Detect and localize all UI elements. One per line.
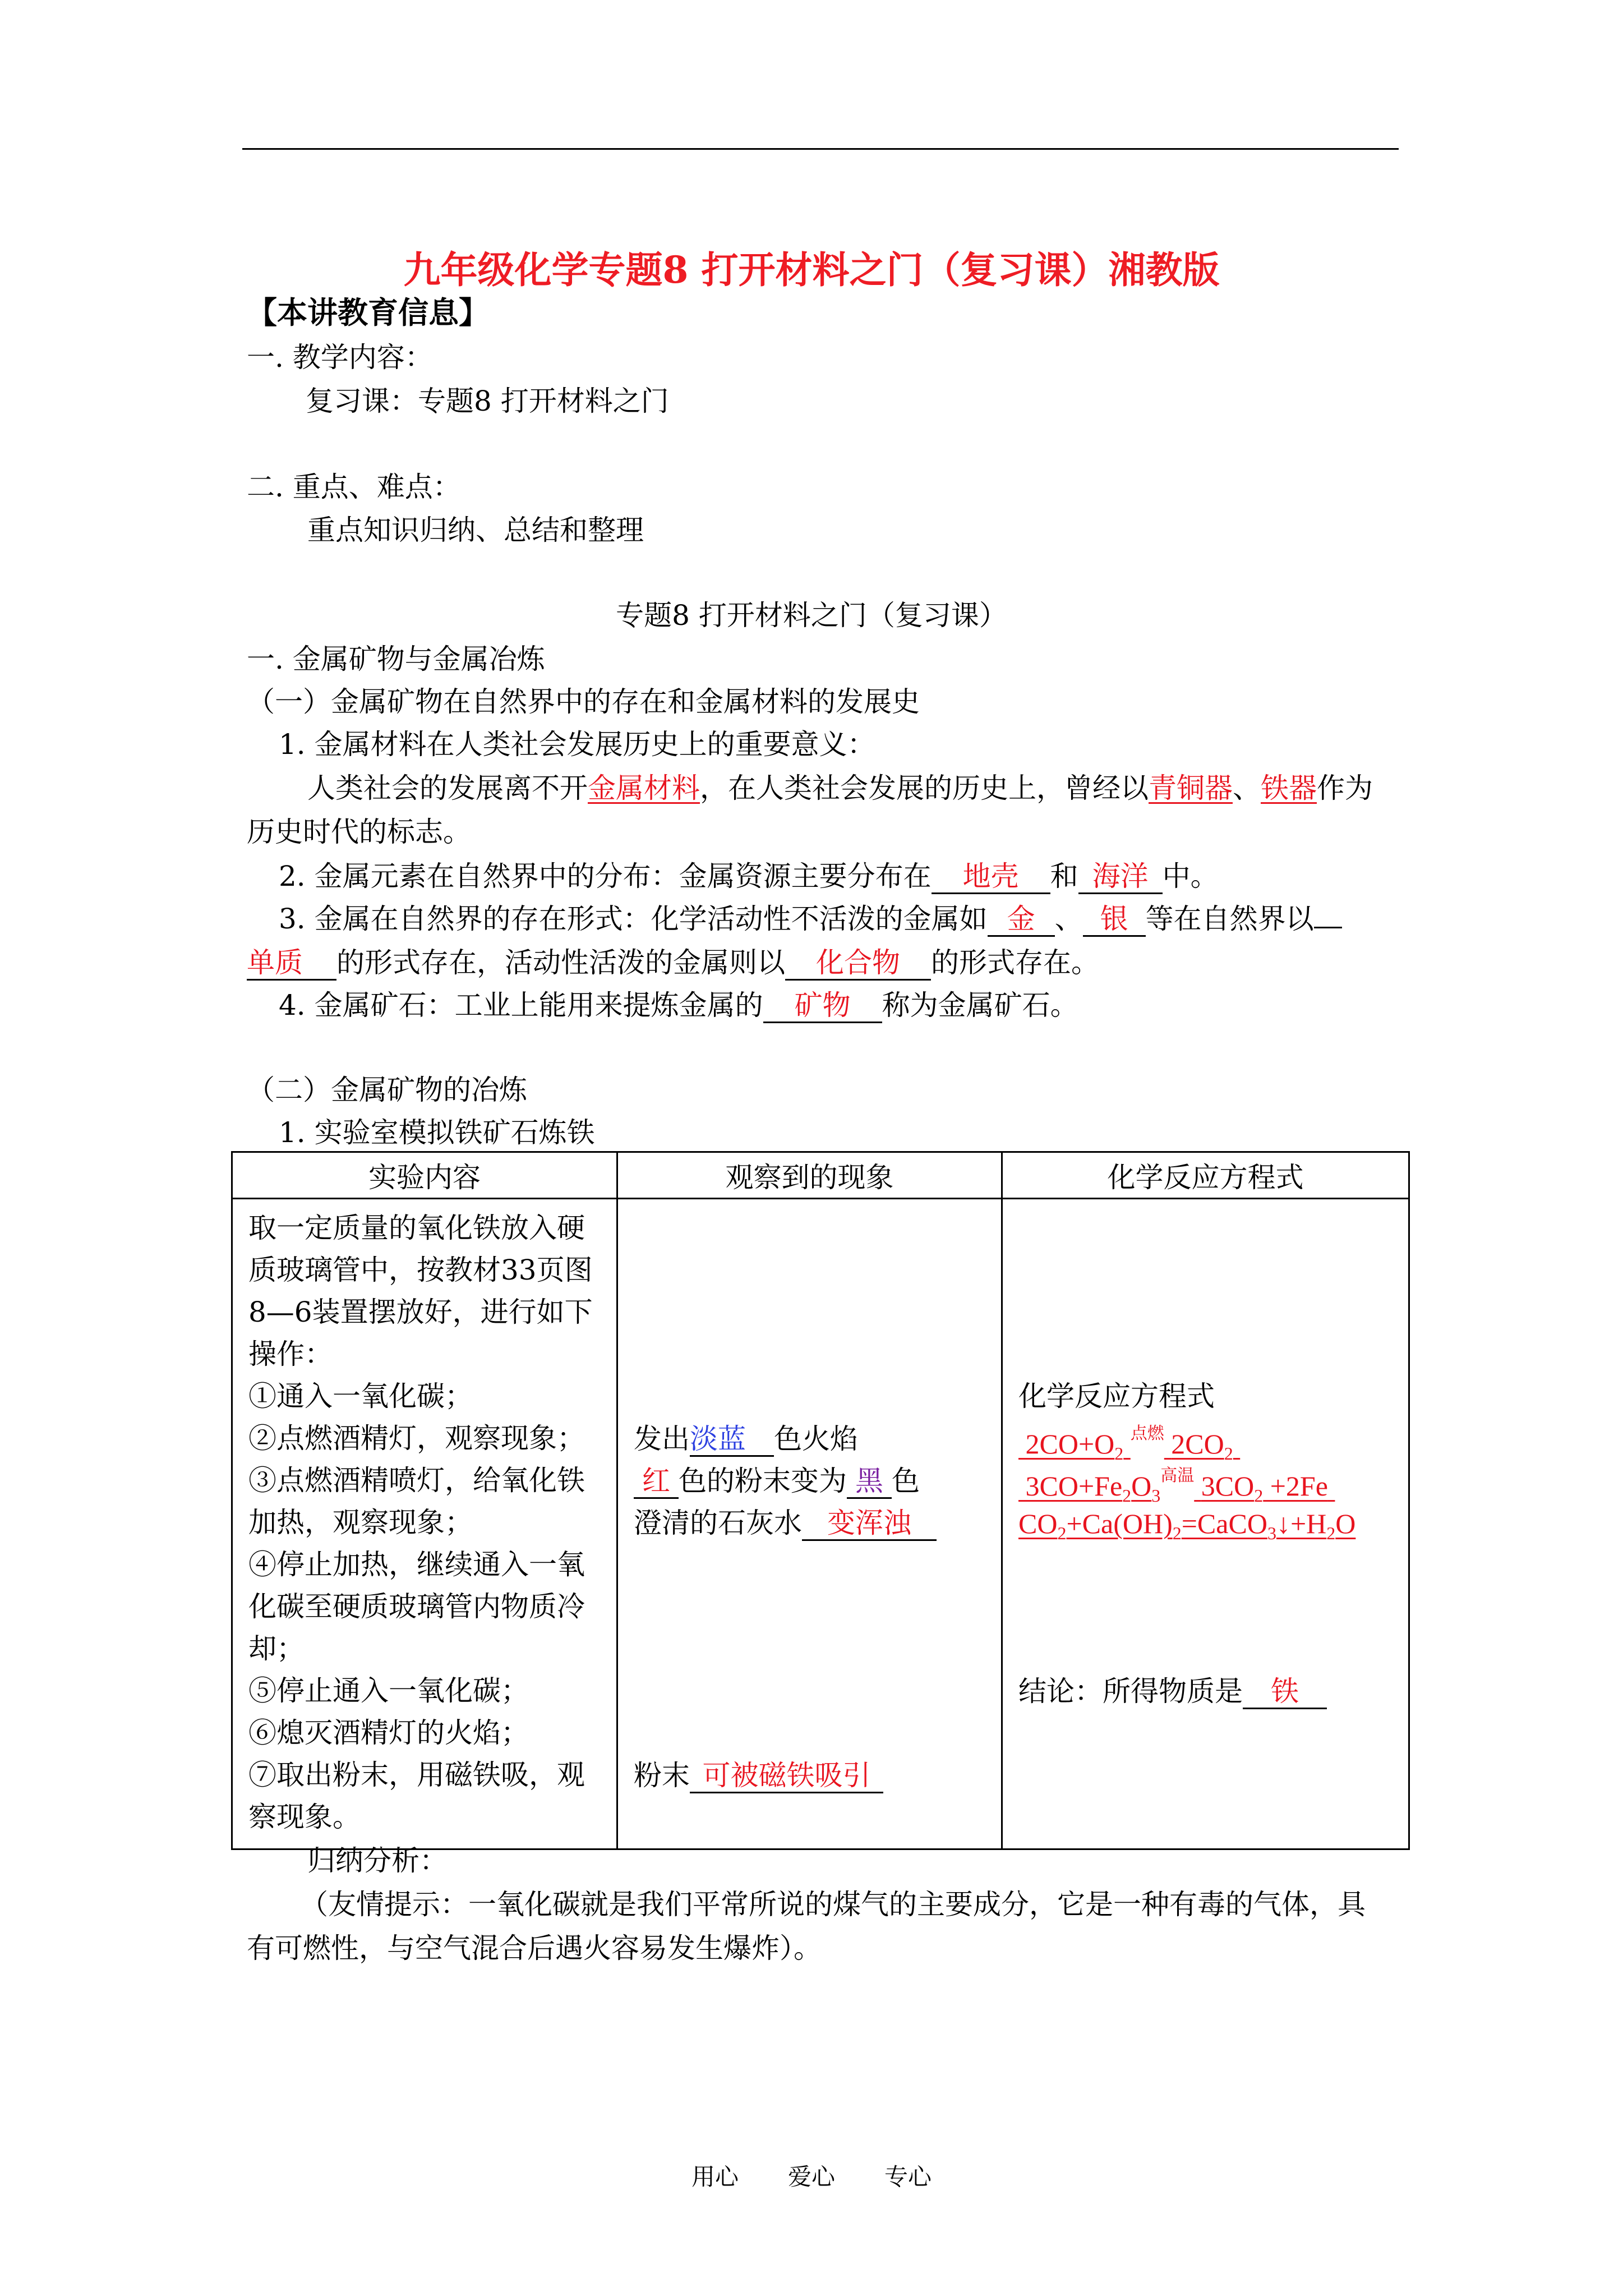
equation-cell: [1002, 1199, 1409, 1849]
eq2-right2: +2Fe: [1263, 1470, 1328, 1502]
footer-item: 专心: [884, 2163, 932, 2191]
item1-text-c: 作为: [1317, 772, 1373, 804]
eq1-left: 2CO+O: [1025, 1428, 1115, 1460]
eq1-right-sub: 2: [1224, 1443, 1233, 1464]
item4-text-b: 称为金属矿石。: [882, 989, 1078, 1022]
phenomenon-powder-text-end: 色: [892, 1465, 920, 1497]
item4-blank-a: [763, 991, 882, 1023]
item4-answer-a: 矿物: [794, 989, 851, 1022]
sub2-heading: （二）金属矿物的冶炼: [247, 1074, 527, 1106]
item3-text-d: 的形式存在。: [931, 946, 1099, 979]
item1-line1: [307, 774, 1373, 802]
table-header-equation: 化学反应方程式: [1002, 1152, 1409, 1199]
content-line: 8—6装置摆放好，进行如下: [248, 1296, 593, 1328]
item2-answer-b: 海洋: [1092, 860, 1149, 892]
content-cell: [232, 1199, 617, 1849]
eq3-sub4: 2: [1326, 1523, 1336, 1543]
content-line: 化碳至硬质玻璃管内物质冷: [248, 1590, 585, 1623]
item1-sep: 、: [1233, 772, 1261, 804]
equation-2: [1018, 1467, 1335, 1504]
conclusion-text: 结论：所得物质是: [1018, 1675, 1243, 1708]
conclusion-answer: 铁: [1271, 1675, 1299, 1708]
item3-answer-c: 单质: [247, 946, 303, 979]
phenomenon-powder-text: 色的粉末变为: [679, 1465, 847, 1497]
eq3-sub2: 2: [1172, 1523, 1182, 1543]
powder-answer-red: 红: [642, 1465, 670, 1497]
item3-answer-a: 金: [1007, 903, 1035, 935]
section-title: 专题8 打开材料之门（复习课）: [616, 599, 1007, 632]
phenomenon-flame-text-end: 色火焰: [774, 1423, 858, 1455]
magnet-blank: [690, 1761, 883, 1793]
experiment-heading: 1. 实验室模拟铁矿石炼铁: [279, 1116, 595, 1149]
phenomenon-powder: [634, 1466, 920, 1499]
powder-blank-2: [847, 1466, 892, 1499]
conclusion-line: [1018, 1677, 1327, 1709]
item2-blank-a: [932, 862, 1050, 894]
eq2-condition: 高温: [1160, 1466, 1195, 1485]
item3-answer-d: 化合物: [816, 946, 900, 979]
eq2-left: 3CO+Fe: [1025, 1470, 1123, 1502]
item2-text-c: 中。: [1162, 860, 1219, 892]
tip-line-2: 有可燃性，与空气混合后遇火容易发生爆炸）。: [247, 1932, 822, 1964]
item3-blank-a: [988, 904, 1055, 937]
content-line: 取一定质量的氧化铁放入硬: [248, 1212, 585, 1244]
item3-sep: 、: [1054, 903, 1083, 935]
experiment-table: [231, 1151, 1410, 1850]
item4-text-a: 4. 金属矿石：工业上能用来提炼金属的: [279, 989, 763, 1022]
content-line: ③点燃酒精喷灯，给氧化铁: [248, 1464, 585, 1497]
content-line: ⑤停止通入一氧化碳；: [248, 1674, 529, 1707]
item3-text-a: 3. 金属在自然界的存在形式：化学活动性不活泼的金属如: [279, 903, 988, 935]
item1-line2: 历史时代的标志。: [247, 816, 471, 848]
item3-text-b: 等在自然界以: [1145, 903, 1314, 935]
magnet-answer: 可被磁铁吸引: [702, 1759, 871, 1792]
item3-blank-c: [247, 948, 336, 981]
phenomenon-magnet-text: 粉末: [634, 1759, 690, 1792]
keypoints-heading: 二. 重点、难点：: [247, 471, 461, 503]
table-row: [232, 1199, 1409, 1849]
conclusion-blank: [1243, 1677, 1327, 1709]
phenomena-cell: [617, 1199, 1002, 1849]
item1-answer-c: 铁器: [1261, 772, 1317, 804]
item1-answer-b: 青铜器: [1149, 772, 1233, 804]
content-line: 操作：: [248, 1338, 333, 1370]
eq3-sub1: 2: [1057, 1523, 1067, 1543]
eq3-sub3: 3: [1267, 1523, 1276, 1543]
eq1-sub: 2: [1114, 1443, 1124, 1464]
content-line: 察现象。: [248, 1801, 361, 1833]
eq2-right1: 3CO: [1201, 1470, 1255, 1502]
part1-heading: 一. 金属矿物与金属冶炼: [247, 643, 545, 675]
eq3-d: ↓+H: [1276, 1508, 1327, 1539]
item3-answer-b: 银: [1100, 903, 1128, 935]
item1-answer-a: 金属材料: [588, 772, 700, 804]
phenomenon-limewater: [634, 1508, 937, 1541]
eq1-condition: 点燃: [1130, 1424, 1164, 1443]
info-heading: 【本讲教育信息】: [247, 295, 489, 330]
item3-blank-d: [785, 948, 931, 981]
item2-text-a: 2. 金属元素在自然界中的分布：金属资源主要分布在: [279, 860, 932, 892]
item2-answer-a: 地壳: [962, 860, 1019, 892]
item2-text-b: 和: [1050, 860, 1078, 892]
keypoints-content: 重点知识归纳、总结和整理: [307, 514, 644, 546]
flame-blank: [690, 1424, 774, 1457]
content-line: ⑥熄灭酒精灯的火焰；: [248, 1717, 529, 1749]
powder-answer-black: 黑: [855, 1465, 883, 1497]
eq3-a: CO: [1018, 1508, 1058, 1539]
item2-blank-b: [1078, 862, 1163, 894]
powder-blank-1: [634, 1466, 679, 1499]
content-line: ④停止加热，继续通入一氧: [248, 1548, 585, 1581]
eq3-b: +Ca(OH): [1066, 1508, 1173, 1539]
eq2-sub1: 2: [1122, 1485, 1132, 1506]
equation-3: [1018, 1510, 1355, 1542]
item3-line1: [279, 904, 1342, 937]
item4-line: [279, 991, 1078, 1023]
phenomenon-magnet: [634, 1761, 883, 1793]
equation-1: [1018, 1425, 1240, 1462]
footer-item: 用心: [691, 2163, 739, 2191]
eq3-c: =CaCO: [1181, 1508, 1267, 1539]
table-header-phenomena: 观察到的现象: [617, 1152, 1002, 1199]
eq2-right-sub: 2: [1254, 1485, 1264, 1506]
item1-text-b: ，在人类社会发展的历史上，曾经以: [700, 772, 1149, 804]
summary-heading: 归纳分析：: [307, 1844, 448, 1877]
phenomenon-flame-text: 发出: [634, 1423, 690, 1455]
item3-line2: [247, 948, 1099, 981]
content-line: 却；: [248, 1632, 305, 1665]
page-footer: [0, 2159, 1623, 2192]
item3-blank-c-start: [1314, 926, 1342, 928]
table-header-row: [232, 1152, 1409, 1199]
item3-blank-b: [1083, 904, 1146, 937]
table-header-content: 实验内容: [232, 1152, 617, 1199]
footer-item: 爱心: [787, 2163, 835, 2191]
header-rule: [242, 148, 1399, 150]
document-title: 九年级化学专题8 打开材料之门（复习课）湘教版: [403, 248, 1220, 292]
eq2-sub2: 3: [1151, 1485, 1161, 1506]
eq3-e: O: [1335, 1508, 1356, 1539]
content-line: ①通入一氧化碳；: [248, 1380, 473, 1412]
item3-text-c: 的形式存在，活动性活泼的金属则以: [336, 946, 785, 979]
eq2-mid: O: [1131, 1470, 1152, 1502]
item1-text-a: 人类社会的发展离不开: [307, 772, 588, 804]
flame-answer: 淡蓝: [690, 1423, 746, 1455]
content-line: ⑦取出粉末，用磁铁吸，观: [248, 1759, 585, 1791]
teaching-content: 复习课：专题8 打开材料之门: [306, 385, 669, 417]
content-line: ②点燃酒精灯，观察现象；: [248, 1422, 585, 1455]
teaching-heading: 一. 教学内容：: [247, 341, 433, 374]
equation-label: 化学反应方程式: [1018, 1380, 1215, 1412]
eq1-right: 2CO: [1171, 1428, 1224, 1460]
content-line: 加热，观察现象；: [248, 1506, 473, 1539]
limewater-answer: 变浑浊: [827, 1507, 911, 1539]
item1-label: 1. 金属材料在人类社会发展历史上的重要意义：: [279, 728, 875, 761]
tip-line-1: （友情提示：一氧化碳就是我们平常所说的煤气的主要成分，它是一种有毒的气体，具: [300, 1888, 1366, 1921]
phenomenon-limewater-text: 澄清的石灰水: [634, 1507, 802, 1539]
limewater-blank: [802, 1508, 937, 1541]
item2-line: [279, 862, 1219, 894]
sub1-heading: （一）金属矿物在自然界中的存在和金属材料的发展史: [247, 685, 920, 718]
phenomenon-flame: [634, 1424, 858, 1457]
content-line: 质玻璃管中，按教材33页图: [248, 1254, 593, 1286]
